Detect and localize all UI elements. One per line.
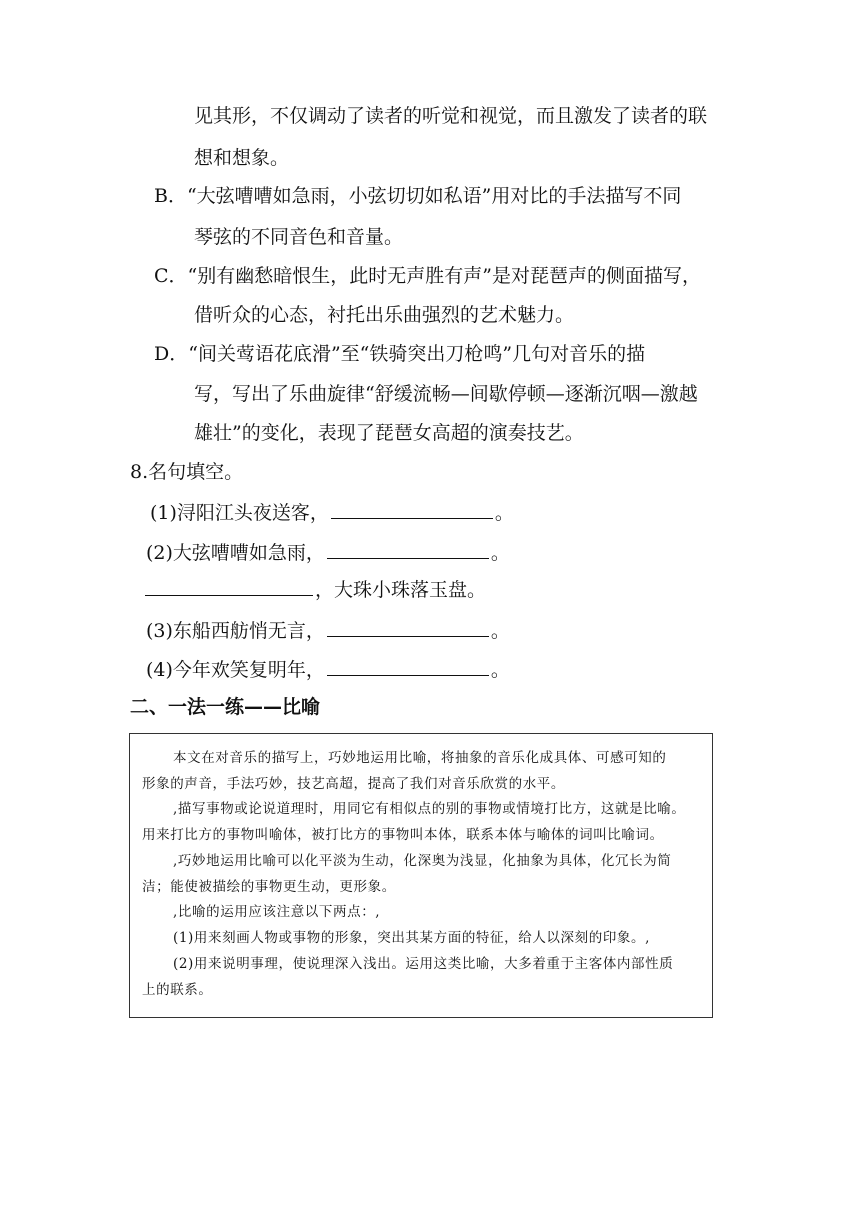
q8-item-2b	[143, 577, 486, 603]
q8-item-3-blank[interactable]	[327, 618, 489, 637]
option-c-line-1: C．“别有幽愁暗恨生，此时无声胜有声”是对琵琶声的侧面描写，	[154, 265, 701, 287]
q8-item-1-end: 。	[494, 502, 514, 524]
box-line-2: 形象的声音，手法巧妙，技艺高超，提高了我们对音乐欣赏的水平。	[142, 775, 565, 792]
section-2-heading: 二、一法一练——比喻	[130, 696, 321, 718]
q8-item-2b-end: ，大珠小珠落玉盘。	[315, 579, 487, 601]
q8-item-2	[146, 540, 510, 566]
q8-item-2-end: 。	[490, 542, 510, 564]
q8-item-1-prompt: (1)浔阳江头夜送客，	[150, 502, 329, 524]
q8-item-2-blank[interactable]	[327, 540, 489, 559]
q8-item-4-end: 。	[490, 659, 510, 681]
option-b-line-1: B．“大弦嘈嘈如急雨，小弦切切如私语”用对比的手法描写不同	[154, 185, 682, 207]
method-box	[129, 733, 713, 1018]
box-line-3: ,描写事物或论说道理时，用同它有相似点的别的事物或情境打比方，这就是比喻。	[173, 801, 686, 818]
q8-title: 8.名句填空。	[130, 461, 244, 483]
box-line-7: ,比喻的运用应该注意以下两点：,	[173, 904, 381, 921]
box-line-5: ,巧妙地运用比喻可以化平淡为生动，化深奥为浅显，化抽象为具体，化冗长为简	[173, 852, 672, 869]
q8-item-2-prompt: (2)大弦嘈嘈如急雨，	[146, 542, 325, 564]
q8-item-4	[146, 657, 510, 683]
box-line-4: 用来打比方的事物叫喻体，被打比方的事物叫本体，联系本体与喻体的词叫比喻词。	[142, 827, 664, 844]
box-line-10: 上的联系。	[142, 981, 213, 998]
option-d-line-3: 雄壮”的变化，表现了琵琶女高超的演奏技艺。	[194, 422, 584, 444]
q8-item-1	[150, 500, 514, 526]
q8-item-4-prompt: (4)今年欢笑复明年，	[146, 659, 325, 681]
q8-item-4-blank[interactable]	[327, 657, 489, 676]
option-c-line-2: 借听众的心态，衬托出乐曲强烈的艺术魅力。	[194, 304, 575, 326]
q8-item-1-blank[interactable]	[331, 500, 493, 519]
option-d-line-1: D．“间关莺语花底滑”至“铁骑突出刀枪鸣”几句对音乐的描	[154, 343, 646, 365]
q8-item-3-prompt: (3)东船西舫悄无言，	[146, 620, 325, 642]
box-line-1: 本文在对音乐的描写上，巧妙地运用比喻，将抽象的音乐化成具体、可感可知的	[173, 750, 667, 766]
q8-item-3	[146, 618, 510, 644]
option-b-line-2: 琴弦的不同音色和音量。	[194, 226, 404, 248]
box-line-6: 洁；能使被描绘的事物更生动，更形象。	[142, 878, 396, 895]
box-line-9: (2)用来说明事理，使说理深入浅出。运用这类比喻，大多着重于主客体内部性质	[173, 955, 674, 972]
option-d-line-2: 写，写出了乐曲旋律“舒缓流畅—间歇停顿—逐渐沉咽—激越	[194, 383, 698, 405]
option-a-line-1: 见其形，不仅调动了读者的听觉和视觉，而且激发了读者的联	[194, 105, 708, 127]
q8-item-3-end: 。	[490, 620, 510, 642]
q8-item-2b-blank[interactable]	[145, 577, 313, 596]
option-a-line-2: 想和想象。	[194, 147, 290, 169]
box-line-8: (1)用来刻画人物或事物的形象，突出其某方面的特征，给人以深刻的印象。,	[173, 930, 651, 947]
